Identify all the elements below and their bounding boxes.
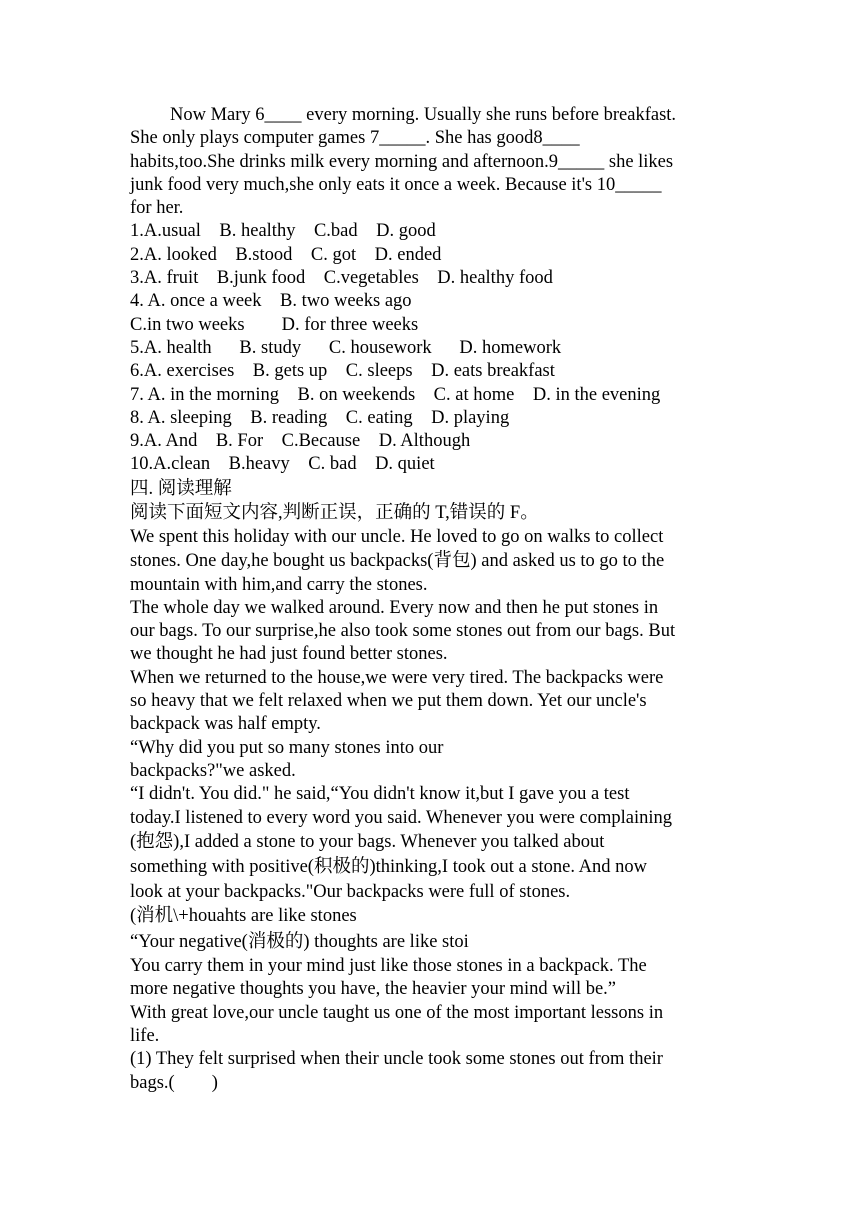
- passage-line: we thought he had just found better stones.: [130, 644, 448, 665]
- passage-line: When we returned to the house,we were very tired. The backpacks were: [130, 667, 664, 688]
- passage-line: something with positive(积极的)thinking,I took out a stone. And now: [130, 857, 647, 878]
- section-instruction: 阅读下面短文内容,判断正误，正确的 T,错误的 F。: [130, 503, 539, 524]
- passage-line: Now Mary 6____ every morning. Usually she runs before breakfast.: [170, 105, 677, 125]
- reading-passage: [130, 526, 730, 1049]
- worksheet-page: [130, 104, 730, 1095]
- passage-line: junk food very much,she only eats it once a week. Because it's 10_____: [130, 174, 662, 195]
- passage-line: more negative thoughts you have, the heavier your mind will be.”: [130, 979, 617, 1000]
- passage-line: for her.: [130, 198, 184, 219]
- section-heading: 四. 阅读理解: [130, 478, 232, 499]
- option-line: 5.A. health B. study C. housework D. homework: [130, 337, 562, 358]
- passage-line: backpack was half empty.: [130, 714, 321, 735]
- question-1: [130, 1048, 730, 1095]
- passage-line: We spent this holiday with our uncle. He loved to go on walks to collect: [130, 526, 664, 547]
- passage-line: backpacks?"we asked.: [130, 760, 296, 781]
- option-line: 9.A. And B. For C.Because D. Although: [130, 431, 471, 452]
- option-line: 7. A. in the morning B. on weekends C. at home D. in the evening: [130, 384, 661, 405]
- option-line: 3.A. fruit B.junk food C.vegetables D. healthy food: [130, 268, 553, 289]
- passage-line: stones. One day,he bought us backpacks(背包) and asked us to go to the: [130, 551, 665, 572]
- passage-line: (消机\+houahts are like stones: [130, 906, 357, 927]
- question-line: (1) They felt surprised when their uncle took some stones out from their: [130, 1049, 663, 1070]
- passage-line: With great love,our uncle taught us one of the most important lessons in: [130, 1002, 664, 1023]
- option-line: C.in two weeks D. for three weeks: [130, 314, 419, 335]
- option-line: 10.A.clean B.heavy C. bad D. quiet: [130, 454, 435, 475]
- passage-line: “Your negative(消极的) thoughts are like stoi: [130, 931, 469, 952]
- passage-line: “Why did you put so many stones into our: [130, 737, 444, 758]
- passage-line: mountain with him,and carry the stones.: [130, 574, 428, 595]
- passage-line: She only plays computer games 7_____. She has good8____: [130, 128, 580, 149]
- option-line: 6.A. exercises B. gets up C. sleeps D. eats breakfast: [130, 361, 555, 382]
- option-line: 2.A. looked B.stood C. got D. ended: [130, 244, 442, 265]
- passage-line: “I didn't. You did." he said,“You didn't know it,but I gave you a test: [130, 784, 630, 805]
- passage-line: habits,too.She drinks milk every morning and afternoon.9_____ she likes: [130, 151, 674, 172]
- cloze-passage: [130, 104, 730, 220]
- passage-line: look at your backpacks."Our backpacks were full of stones.: [130, 881, 571, 902]
- passage-line: (抱怨),I added a stone to your bags. Whenever you talked about: [130, 831, 605, 852]
- passage-line: so heavy that we felt relaxed when we put them down. Yet our uncle's: [130, 691, 647, 712]
- passage-line: life.: [130, 1026, 160, 1046]
- passage-line: today.I listened to every word you said. Whenever you were complaining: [130, 807, 672, 828]
- answer-options: [130, 220, 730, 476]
- passage-line: our bags. To our surprise,he also took some stones out from our bags. But: [130, 621, 676, 642]
- option-line: 4. A. once a week B. two weeks ago: [130, 291, 412, 312]
- option-line: 8. A. sleeping B. reading C. eating D. playing: [130, 407, 510, 428]
- option-line: 1.A.usual B. healthy C.bad D. good: [130, 221, 436, 242]
- passage-line: You carry them in your mind just like those stones in a backpack. The: [130, 956, 647, 977]
- passage-line: The whole day we walked around. Every now and then he put stones in: [130, 597, 659, 618]
- question-line: bags.( ): [130, 1072, 218, 1093]
